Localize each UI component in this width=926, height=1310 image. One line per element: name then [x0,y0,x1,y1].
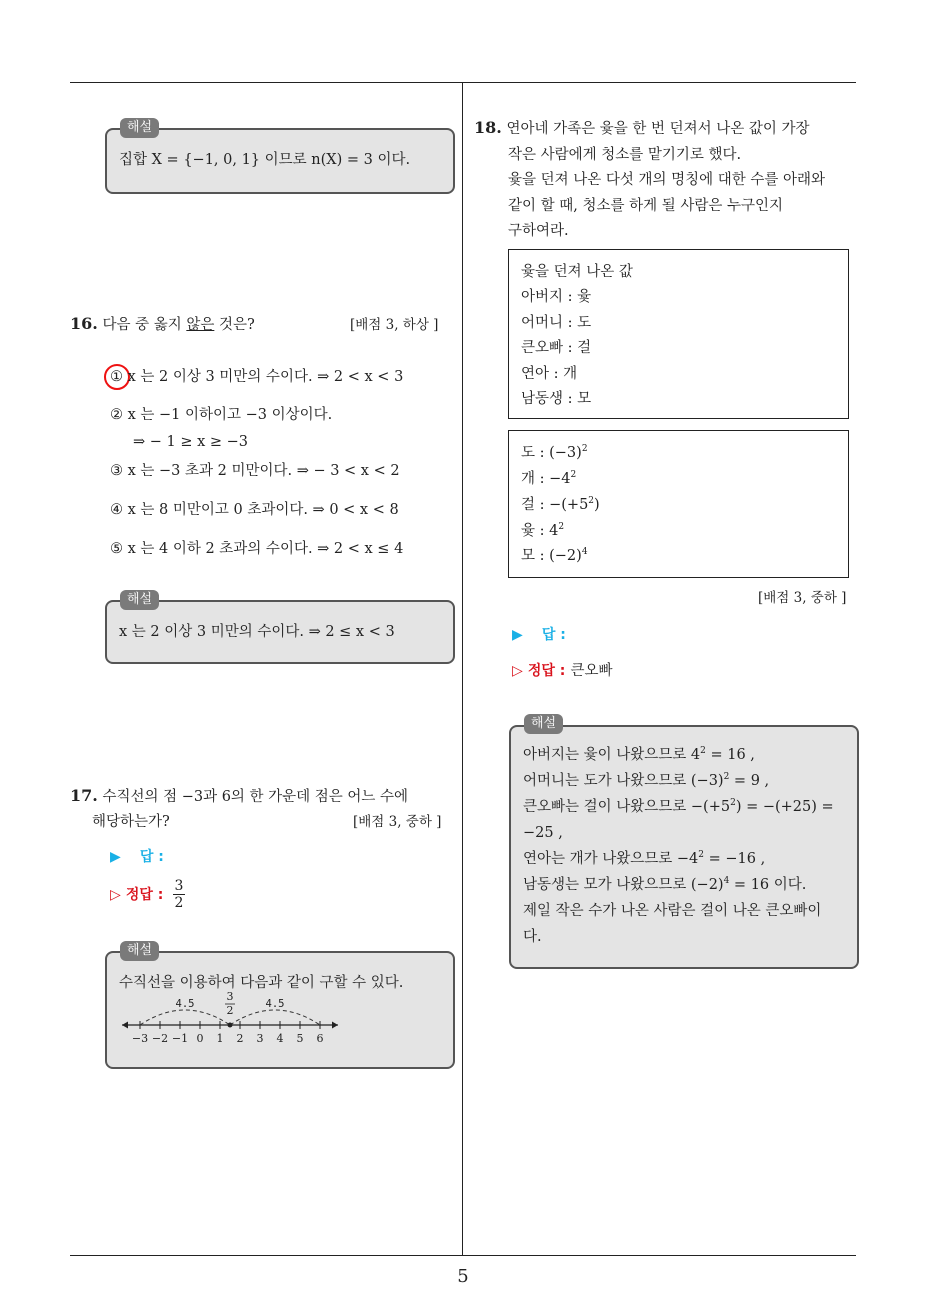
q17-correct-num: 3 [174,878,184,894]
q18-correct-value: 큰오빠 [570,663,613,679]
q18-text-line5: 구하여라. [508,223,569,239]
number-line-tick-label: 4 [276,1032,284,1045]
number-line-tick-label: −3 [131,1032,149,1045]
q17-question-line1 [70,786,408,807]
q18-explanation-tag: 해설 [524,714,563,734]
right-arc-label: 4.5 [265,998,285,1010]
q17-answer-row [110,846,164,866]
column-divider [462,83,463,1256]
axis-left-arrowhead [122,1022,128,1029]
q16-text-before: 다음 중 옳지 [102,317,187,333]
number-line-tick-label: −1 [171,1032,189,1045]
q16-explanation-box [105,600,455,664]
q18-correct-label: 정답 : [527,663,566,679]
q18-value-gae-text: 개 : −4 [521,471,571,487]
q18-exp-line3-text: 큰오빠는 걸이 나왔으므로 −(+5 [523,799,731,815]
q18-exp-line2-exp: 2 [723,772,730,782]
q18-exp-line2-post: = 9 , [729,773,770,789]
midpoint-denominator: 2 [226,1004,234,1017]
q16-explanation-text: x 는 2 이상 3 미만의 수이다. ⇒ 2 ≤ x < 3 [119,624,395,640]
q18-box1-line1: 윷을 던져 나온 값 [521,264,633,280]
left-dashed-arc [140,1010,230,1025]
q15-explanation-tag: 해설 [120,118,159,138]
q18-exp-line1-text: 아버지는 윷이 나왔으므로 4 [523,747,701,763]
q18-exp-line4: −25 , [523,825,563,841]
q18-correct-row [512,660,613,681]
q17-answer-label: 답 : [139,849,164,865]
q18-value-do-text: 도 : (−3) [521,445,582,461]
right-dashed-arc [230,1010,320,1025]
q18-values-box [508,430,849,578]
q18-value-geol-text: 걸 : −(+5 [521,497,589,513]
q15-explanation-box [105,128,455,194]
play-arrow-icon: ▶ [110,849,121,865]
midpoint-numerator: 3 [226,991,234,1003]
q18-exp-line3-post: ) = −(+25) = [735,799,834,815]
axis-right-arrowhead [332,1022,338,1029]
q18-value-yut-text: 윷 : 4 [521,523,559,539]
q18-text-line2: 작은 사람에게 청소를 맡기기로 했다. [508,147,742,163]
q18-exp-line5 [523,849,765,869]
q16-explanation-tag: 해설 [120,590,159,610]
q18-exp-line6-text: 남동생는 모가 나왔으므로 (−2) [523,877,724,893]
outline-triangle-icon: ▷ [512,663,523,679]
q16-number: 16. [70,314,98,333]
q18-value-yut-exp: 2 [558,522,565,532]
page-number: 5 [457,1266,469,1287]
q16-option-3[interactable]: ③ x 는 −3 초과 2 미만이다. ⇒ − 3 < x < 2 [110,463,400,479]
q17-text-line2: 해당하는가? [92,814,170,830]
q18-box1-line2: 아버지 : 윷 [521,289,592,305]
q18-text-line4: 같이 할 때, 청소를 하게 될 사람은 누구인지 [508,198,783,214]
q17-score: [배점 3, 중하 ] [353,814,442,830]
number-line-tick-label: 5 [296,1032,304,1045]
number-line-tick-label: 3 [256,1032,264,1045]
q18-value-gae [521,469,576,489]
q18-exp-line7: 제일 작은 수가 나온 사람은 걸이 나온 큰오빠이 [523,903,822,919]
q18-box1-line5: 연아 : 개 [521,366,578,382]
q18-value-geol-post: ) [594,497,600,513]
q18-box1-line4: 큰오빠 : 걸 [521,340,592,356]
q18-exp-line5-exp: 2 [698,850,705,860]
q16-question [70,314,255,335]
q17-correct-fraction [173,878,186,911]
q18-text-line3: 윷을 던져 나온 다섯 개의 명칭에 대한 수를 아래와 [508,172,826,188]
number-line [122,991,338,1045]
q18-exp-line1-exp: 2 [700,746,706,756]
q18-exp-line1 [523,745,755,765]
q18-value-do [521,443,588,463]
q15-explanation-text: 집합 X = {−1, 0, 1} 이므로 n(X) = 3 이다. [119,152,411,168]
q18-exp-line1-post: = 16 , [705,747,755,763]
q18-exp-line6 [523,875,806,895]
number-line-tick-label: 6 [316,1032,324,1045]
top-rule [70,82,856,83]
q18-exp-line8: 다. [523,929,542,945]
q16-option-5[interactable]: ⑤ x 는 4 이하 2 초과의 수이다. ⇒ 2 < x ≤ 4 [110,541,404,557]
q18-value-mo-text: 모 : (−2) [521,548,582,564]
q18-answer-row [512,624,566,644]
q18-score: [배점 3, 중하 ] [758,590,847,606]
number-line-tick-label: 0 [196,1032,204,1045]
q17-explanation-tag: 해설 [120,941,159,961]
q18-text-line1: 연아네 가족은 윷을 한 번 던져서 나온 값이 가장 [506,121,810,137]
q18-exp-line5-post: = −16 , [704,851,766,867]
q16-text-underlined: 않은 [186,317,215,333]
q18-exp-line2-text: 어머니는 도가 나왔으므로 (−3) [523,773,724,789]
q16-option-2-cont: ⇒ − 1 ≥ x ≥ −3 [133,434,249,450]
q18-value-yut [521,521,564,541]
q18-number: 18. [474,118,502,137]
left-arc-label: 4.5 [175,998,195,1010]
q17-number: 17. [70,786,98,805]
q17-correct-row [110,878,185,911]
q18-box1-line3: 어머니 : 도 [521,315,592,331]
outline-triangle-icon: ▷ [110,887,121,903]
q16-score: [배점 3, 하상 ] [350,317,439,333]
q18-exp-line3-exp: 2 [730,798,736,808]
midpoint-dot [228,1023,233,1028]
q18-value-do-exp: 2 [581,444,588,454]
q16-option-4[interactable]: ④ x 는 8 미만이고 0 초과이다. ⇒ 0 < x < 8 [110,502,399,518]
q18-exp-line6-post: = 16 이다. [729,877,807,893]
q18-exp-line5-text: 연아는 개가 나왔으므로 −4 [523,851,699,867]
number-line-diagram [115,991,355,1049]
number-line-tick-label: −2 [151,1032,169,1045]
q18-value-mo-exp: 4 [581,547,588,557]
q18-exp-line6-exp: 4 [723,876,730,886]
q18-box1-line6: 남동생 : 모 [521,391,592,407]
q16-text-after: 것은? [214,317,255,333]
q18-value-gae-exp: 2 [570,470,577,480]
q18-explanation-box [509,725,859,969]
play-arrow-icon: ▶ [512,627,523,643]
q18-answer-label: 답 : [541,627,566,643]
q18-value-geol-exp: 2 [588,496,595,506]
q17-text-line1: 수직선의 점 −3과 6의 한 가운데 점은 어느 수에 [102,789,409,805]
q17-explanation-text: 수직선을 이용하여 다음과 같이 구할 수 있다. [119,975,404,991]
q17-correct-den: 2 [174,895,184,911]
q18-exp-line3 [523,797,834,817]
number-line-tick-label: 1 [216,1032,224,1045]
q18-value-mo [521,546,588,566]
q17-correct-label: 정답 : [125,887,164,903]
q18-exp-line2 [523,771,769,791]
q18-value-geol [521,495,600,515]
q16-option-1[interactable]: ① x 는 2 이상 3 미만의 수이다. ⇒ 2 < x < 3 [110,369,404,385]
q18-question-line1 [474,118,809,139]
number-line-tick-label: 2 [236,1032,244,1045]
q18-family-box [508,249,849,419]
q16-option-2[interactable]: ② x 는 −1 이하이고 −3 이상이다. [110,407,333,423]
bottom-rule [70,1255,856,1256]
q17-explanation-box [105,951,455,1069]
